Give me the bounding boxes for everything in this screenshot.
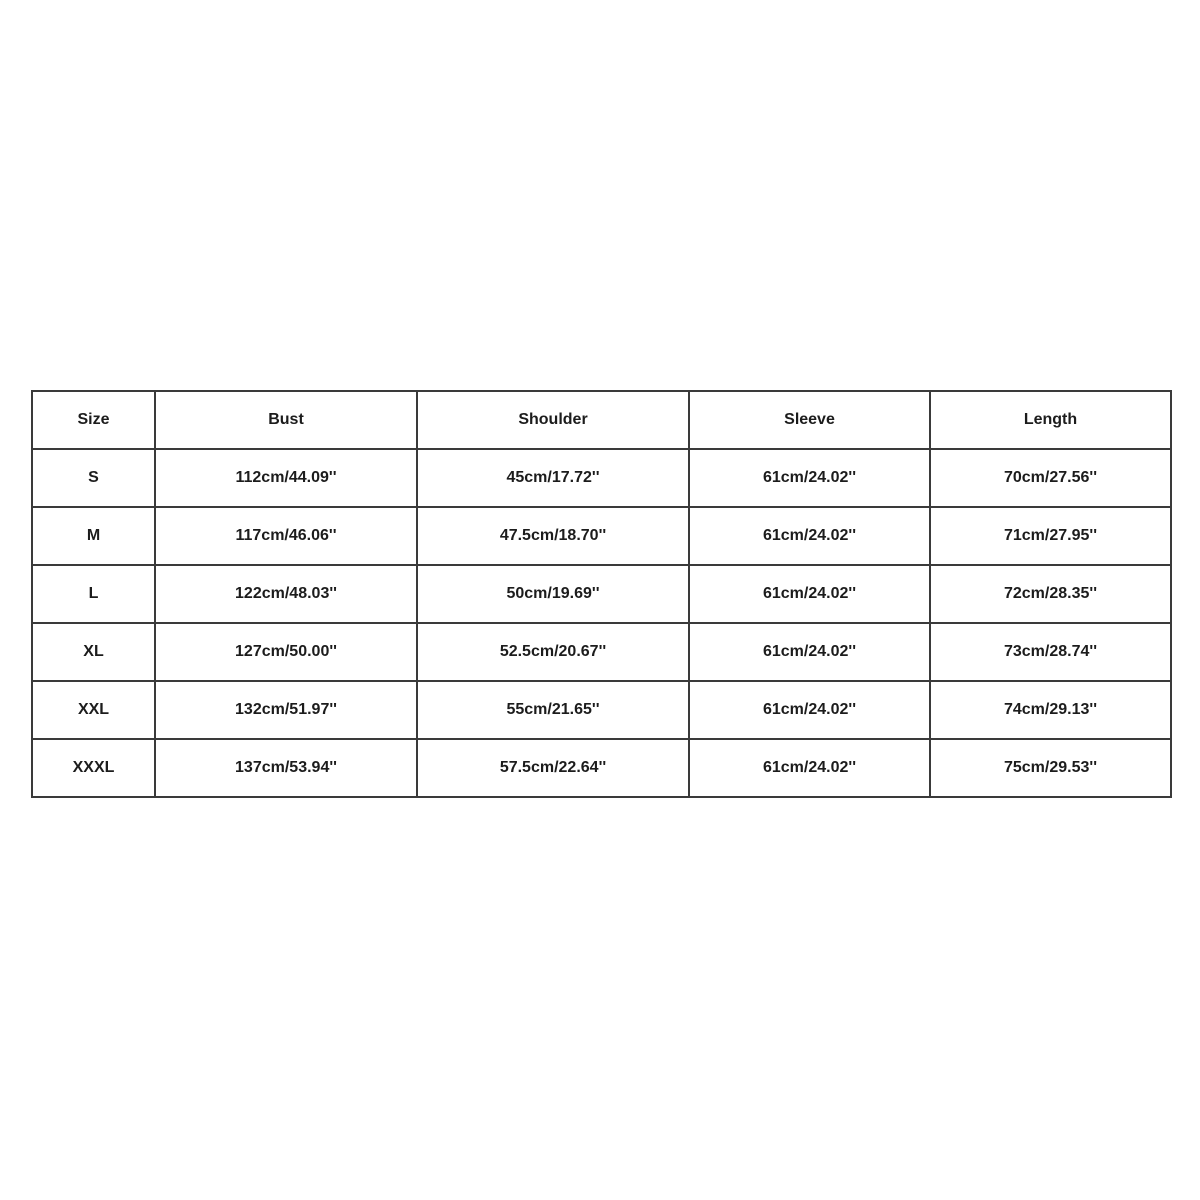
cell-length: 71cm/27.95'' (930, 507, 1171, 565)
table-row (32, 623, 1171, 681)
cell-shoulder: 57.5cm/22.64'' (417, 739, 689, 797)
cell-shoulder: 50cm/19.69'' (417, 565, 689, 623)
cell-sleeve: 61cm/24.02'' (689, 565, 930, 623)
cell-sleeve: 61cm/24.02'' (689, 739, 930, 797)
cell-size: XXXL (32, 739, 155, 797)
header-sleeve: Sleeve (689, 391, 930, 449)
header-size: Size (32, 391, 155, 449)
cell-length: 75cm/29.53'' (930, 739, 1171, 797)
header-bust: Bust (155, 391, 417, 449)
table-row (32, 739, 1171, 797)
table-row (32, 565, 1171, 623)
cell-sleeve: 61cm/24.02'' (689, 681, 930, 739)
cell-size: XL (32, 623, 155, 681)
cell-bust: 122cm/48.03'' (155, 565, 417, 623)
cell-length: 73cm/28.74'' (930, 623, 1171, 681)
cell-size: L (32, 565, 155, 623)
table-header-row (32, 391, 1171, 449)
cell-bust: 112cm/44.09'' (155, 449, 417, 507)
size-chart-table (31, 390, 1172, 798)
cell-sleeve: 61cm/24.02'' (689, 507, 930, 565)
cell-length: 72cm/28.35'' (930, 565, 1171, 623)
header-shoulder: Shoulder (417, 391, 689, 449)
cell-shoulder: 47.5cm/18.70'' (417, 507, 689, 565)
cell-shoulder: 45cm/17.72'' (417, 449, 689, 507)
table-row (32, 681, 1171, 739)
cell-sleeve: 61cm/24.02'' (689, 623, 930, 681)
cell-size: M (32, 507, 155, 565)
cell-shoulder: 55cm/21.65'' (417, 681, 689, 739)
cell-size: S (32, 449, 155, 507)
table-row (32, 507, 1171, 565)
cell-length: 70cm/27.56'' (930, 449, 1171, 507)
cell-sleeve: 61cm/24.02'' (689, 449, 930, 507)
cell-bust: 132cm/51.97'' (155, 681, 417, 739)
header-length: Length (930, 391, 1171, 449)
cell-shoulder: 52.5cm/20.67'' (417, 623, 689, 681)
cell-bust: 127cm/50.00'' (155, 623, 417, 681)
cell-bust: 117cm/46.06'' (155, 507, 417, 565)
cell-size: XXL (32, 681, 155, 739)
cell-bust: 137cm/53.94'' (155, 739, 417, 797)
cell-length: 74cm/29.13'' (930, 681, 1171, 739)
table-row (32, 449, 1171, 507)
